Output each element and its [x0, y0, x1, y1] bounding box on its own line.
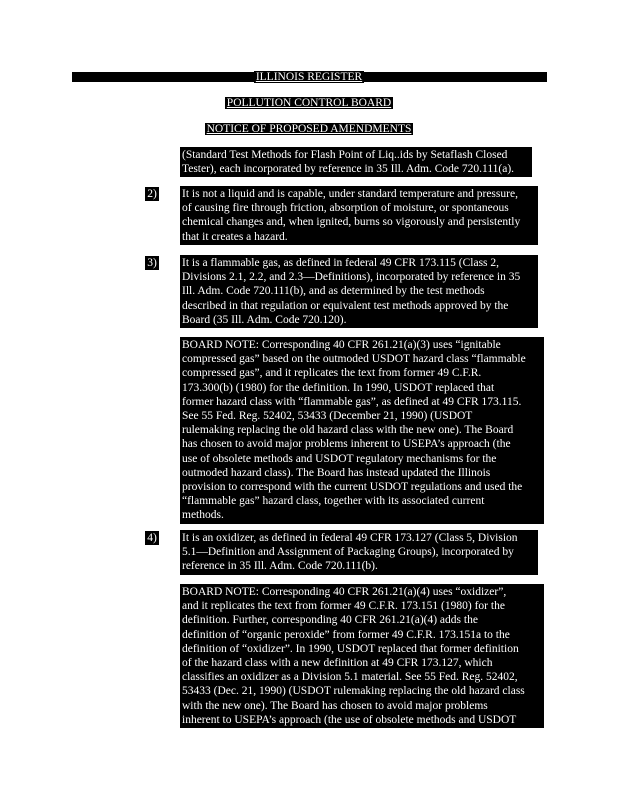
- text-line: provision to correspond with the current USDOT regulations and used the: [182, 481, 523, 494]
- text-line: See 55 Fed. Reg. 52402, 53433 (December 21, 1990) (USDOT: [182, 410, 473, 423]
- board-title-text: POLLUTION CONTROL BOARD: [226, 97, 392, 109]
- text-line: use of obsolete methods and USDOT regulatory mechanisms for the: [182, 452, 497, 465]
- text-line: “flammable gas” hazard class, together with its associated current: [182, 495, 485, 508]
- notice-title: [0, 123, 618, 135]
- text-line: (Standard Test Methods for Flash Point of Liq..ids by Setaflash Closed: [182, 149, 508, 161]
- intro-paragraph: [180, 147, 532, 177]
- text-line: 53433 (Dec. 21, 1990) (USDOT rulemaking replacing the old hazard class: [182, 685, 525, 698]
- text-line: It is an oxidizer, as defined in federal 49 CFR 173.127 (Class 5, Division: [182, 532, 518, 544]
- text-line: BOARD NOTE: Corresponding 40 CFR 261.21(a)(4) uses “oxidizer”,: [182, 586, 507, 598]
- board-note-3: [180, 337, 544, 524]
- text-line: inherent to USEPA’s approach (the use of obsolete methods and USDOT: [182, 713, 517, 726]
- text-line: 173.300(b) (1980) for the definition. In 1990, USDOT replaced that: [182, 381, 495, 394]
- board-title: [0, 97, 618, 109]
- text-line: chemical changes and, when ignited, burns so vigorously and persistently: [182, 216, 521, 229]
- board-note-4: [180, 584, 544, 728]
- text-line: described in that regulation or equivalent test methods approved by the: [182, 299, 509, 312]
- text-line: Ill. Adm. Code 720.111(b), and as determined by the test methods: [182, 285, 485, 298]
- text-line: former hazard class with “flammable gas”, as defined at 49 CFR 173.115.: [182, 395, 522, 408]
- item-4-paragraph: [180, 530, 538, 575]
- text-line: Board (35 Ill. Adm. Code 720.120).: [182, 313, 347, 326]
- text-line: compressed gas”, and it replicates the text from former 49 C.F.R.: [182, 367, 482, 380]
- text-line: and it replicates the text from former 49 C.F.R. 173.151 (1980) for the: [182, 600, 505, 613]
- text-line: outmoded hazard class). The Board has instead updated the Illinois: [182, 466, 491, 479]
- text-line: 5.1—Definition and Assignment of Packaging Groups), incorporated by: [182, 546, 514, 559]
- item-2-paragraph: [180, 186, 538, 245]
- text-line: has chosen to avoid major problems inherent to USEPA’s approach (the: [182, 438, 511, 451]
- text-line: of causing fire through friction, absorption of moisture, or spontaneous: [182, 202, 509, 215]
- text-line: methods.: [182, 509, 224, 522]
- text-line: BOARD NOTE: Corresponding 40 CFR 261.21(a)(3) uses “ignitable: [182, 339, 501, 351]
- register-title-text: ILLINOIS REGISTER: [255, 71, 363, 83]
- text-line: that it creates a hazard.: [182, 230, 288, 243]
- notice-title-text: NOTICE OF PROPOSED AMENDMENTS: [206, 123, 412, 135]
- item-3-paragraph: [180, 255, 538, 328]
- text-line: compressed gas” based on the outmoded USDOT hazard class “flammable: [182, 353, 526, 366]
- item-2-number: 2): [145, 187, 159, 201]
- text-line: rulemaking replacing the old hazard class with the new one). The Board: [182, 424, 514, 437]
- text-line: Tester), each incorporated by reference in 35 Ill. Adm. Code 720.111(a).: [182, 163, 515, 176]
- text-line: It is a flammable gas, as defined in federal 49 CFR 173.115 (Class 2,: [182, 257, 500, 269]
- text-line: Divisions 2.1, 2.2, and 2.3—Definitions), incorporated by reference in 35: [182, 271, 521, 284]
- item-4-number: 4): [145, 531, 159, 545]
- text-line: reference in 35 Ill. Adm. Code 720.111(b).: [182, 560, 378, 573]
- text-line: of the hazard class with a new definition at 49 CFR 173.127, which: [182, 657, 493, 670]
- text-line: classifies an oxidizer as a Division 5.1 material. See 55 Fed. Reg. 52402,: [182, 671, 518, 684]
- text-line: definition of “organic peroxide” from former 49 C.F.R. 173.151a to the: [182, 628, 510, 641]
- text-line: It is not a liquid and is capable, under standard temperature and pressure,: [182, 188, 518, 200]
- register-title: [0, 71, 618, 83]
- text-line: definition of “oxidizer”. In 1990, USDOT replaced that former definition: [182, 642, 519, 655]
- text-line: definition. Further, corresponding 40 CFR 261.21(a)(4) adds the: [182, 614, 478, 627]
- text-line: with the new one). The Board has chosen to avoid major problems: [182, 699, 488, 712]
- item-3-number: 3): [145, 256, 159, 270]
